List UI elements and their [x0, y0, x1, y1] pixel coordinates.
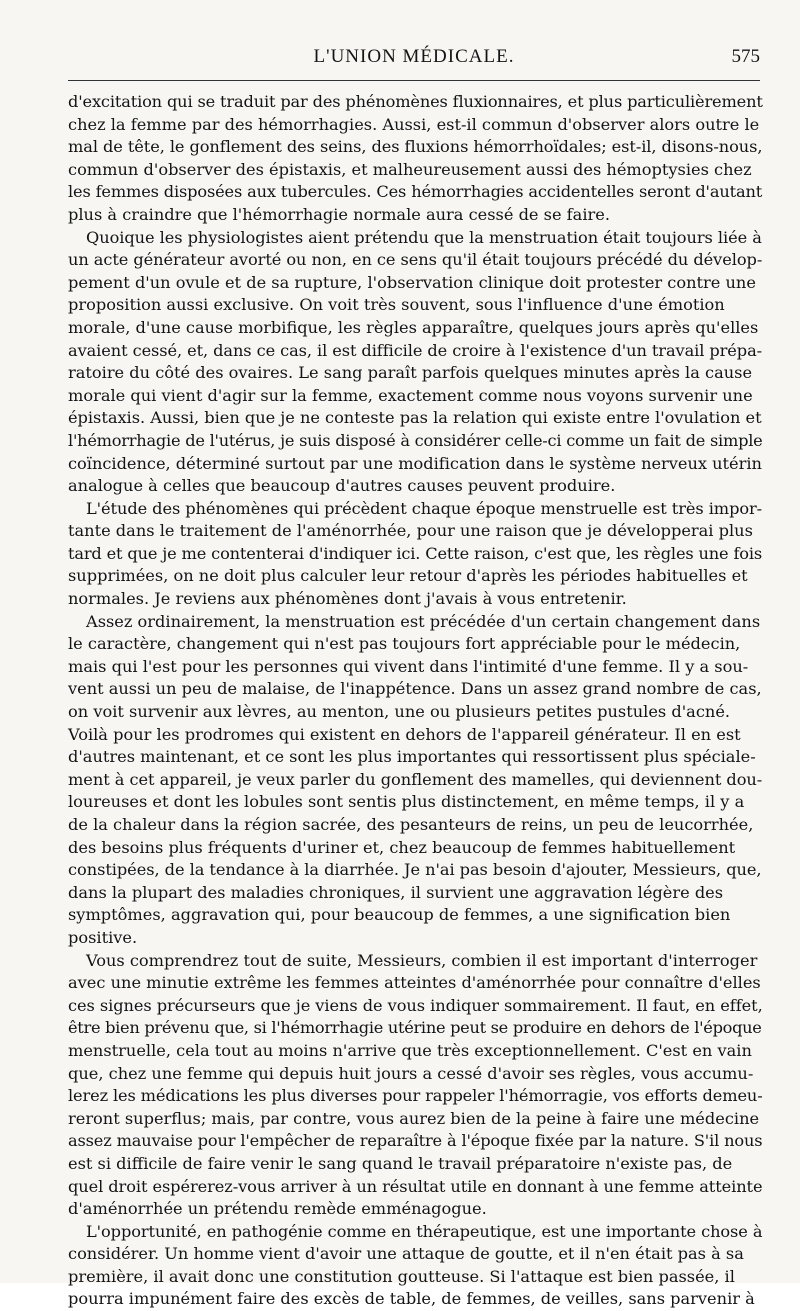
text-line: on voit survenir aux lèvres, au menton, une ou plusieurs petites pustules d'acné. [68, 702, 731, 722]
text-line: symptômes, aggravation qui, pour beaucoup de femmes, a une signification bien [68, 905, 731, 925]
text-line: Voilà pour les prodromes qui existent en dehors de l'appareil générateur. Il en est [68, 724, 741, 744]
text-line: les femmes disposées aux tubercules. Ces hémorrhagies accidentelles seront d'autant [68, 182, 763, 202]
text-line: pement d'un ovule et de sa rupture, l'observation clinique doit protester contre une [68, 272, 756, 292]
text-line: avec une minutie extrême les femmes atteintes d'aménorrhée pour connaître d'elles [68, 973, 761, 993]
text-line: dans la plupart des maladies chroniques, il survient une aggravation légère des [68, 882, 724, 902]
text-line: Vous comprendrez tout de suite, Messieurs, combien il est important d'interroger [86, 950, 758, 970]
text-line: coïncidence, déterminé surtout par une modification dans le système nerveux utérin [68, 453, 762, 473]
text-line: l'hémorrhagie de l'utérus, je suis disposé à considérer celle-ci comme un fait de simple [68, 430, 763, 450]
text-line: être bien prévenu que, si l'hémorrhagie utérine peut se produire en dehors de l'époque [68, 1018, 762, 1038]
text-line: loureuses et dont les lobules sont sentis plus distinctement, en même temps, il y a [68, 792, 745, 812]
text-line: menstruelle, cela tout au moins n'arrive que très exceptionnellement. C'est en vain [68, 1040, 752, 1060]
text-line: vent aussi un peu de malaise, de l'inappétence. Dans un assez grand nombre de cas, [68, 679, 762, 699]
text-line: ment à cet appareil, je veux parler du gonflement des mamelles, qui deviennent dou- [68, 769, 763, 789]
text-line: de la chaleur dans la région sacrée, des pesanteurs de reins, un peu de leucorrhée, [68, 815, 754, 834]
text-line: chez la femme par des hémorrhagies. Aussi, est-il commun d'observer alors outre le [68, 114, 760, 134]
text-line: morale qui vient d'agir sur la femme, exactement comme nous voyons survenir une [68, 385, 753, 405]
text-line: pourra impunément faire des excès de table, de femmes, de veilles, sans parvenir à [68, 1289, 755, 1309]
text-line: ces signes précurseurs que je viens de vous indiquer sommairement. Il faut, en effet, [68, 995, 763, 1015]
text-line: constipées, de la tendance à la diarrhée. Je n'ai pas besoin d'ajouter, Messieurs, que, [68, 860, 762, 880]
text-line: quel droit espérerez-vous arriver à un résultat utile en donnant à une femme atteinte [68, 1176, 763, 1196]
text-line: est si difficile de faire venir le sang quand le travail préparatoire n'existe pas, de [68, 1153, 733, 1173]
text-line: reront superflus; mais, par contre, vous aurez bien de la peine à faire une médecine [68, 1108, 760, 1128]
text-line: première, il avait donc une constitution goutteuse. Si l'attaque est bien passée, il [68, 1266, 735, 1286]
text-line: d'excitation qui se traduit par des phénomènes fluxionnaires, et plus particulièrement [68, 92, 763, 111]
body-text [68, 91, 762, 1311]
text-line: L'opportunité, en pathogénie comme en thérapeutique, est une importante chose à [86, 1221, 763, 1241]
text-line: épistaxis. Aussi, bien que je ne conteste pas la relation qui existe entre l'ovulation et [68, 408, 762, 428]
text-line: lerez les médications les plus diverses pour rappeler l'hémorragie, vos efforts demeu- [68, 1086, 763, 1106]
text-line: positive. [68, 927, 138, 947]
text-line: analogue à celles que beaucoup d'autres causes peuvent produire. [68, 476, 616, 496]
text-line: supprimées, on ne doit plus calculer leur retour d'après les périodes habituelles et [68, 566, 748, 586]
text-line: que, chez une femme qui depuis huit jours a cessé d'avoir ses règles, vous accumu- [68, 1063, 754, 1083]
text-line: avaient cessé, et, dans ce cas, il est difficile de croire à l'existence d'un travail prépa- [68, 340, 763, 360]
text-line: tard et que je me contenterai d'indiquer ici. Cette raison, c'est que, les règles une fois [68, 543, 763, 563]
text-line: morale, d'une cause morbifique, les règles apparaître, quelques jours après qu'elles [68, 317, 759, 337]
text-line: des besoins plus fréquents d'uriner et, chez beaucoup de femmes habituellement [68, 837, 736, 857]
text-line: tante dans le traitement de l'aménorrhée, pour une raison que je développerai plus [68, 521, 753, 541]
text-line: plus à craindre que l'hémorrhagie normale aura cessé de se faire. [68, 204, 610, 224]
text-line: Assez ordinairement, la menstruation est précédée d'un certain changement dans [86, 611, 761, 631]
text-line: considérer. Un homme vient d'avoir une attaque de goutte, et il n'en était pas à sa [68, 1244, 744, 1264]
text-line: mais qui l'est pour les personnes qui vivent dans l'intimité d'une femme. Il y a sou- [68, 656, 749, 676]
text-line: le caractère, changement qui n'est pas toujours fort appréciable pour le médecin, [68, 634, 741, 654]
page-number: 575 [731, 46, 760, 67]
journal-title: L'UNION MÉDICALE. [313, 46, 515, 67]
text-line: ratoire du côté des ovaires. Le sang paraît parfois quelques minutes après la cause [68, 363, 753, 383]
text-line: d'aménorrhée un prétendu remède emménagogue. [68, 1199, 487, 1219]
text-line: proposition aussi exclusive. On voit très souvent, sous l'influence d'une émotion [68, 295, 725, 315]
header-rule [68, 80, 760, 81]
text-line: un acte générateur avorté ou non, en ce sens qu'il était toujours précédé du dévelop- [68, 250, 763, 270]
text-line: Quoique les physiologistes aient prétendu que la menstruation était toujours liée à [86, 227, 762, 247]
text-line: d'autres maintenant, et ce sont les plus importantes qui ressortissent plus spéciale- [68, 747, 756, 767]
text-line: assez mauvaise pour l'empêcher de reparaître à l'époque fixée par la nature. S'il nous [68, 1131, 763, 1151]
running-head [68, 46, 760, 74]
text-line: commun d'observer des épistaxis, et malheureusement aussi des hémoptysies chez [68, 159, 752, 179]
text-line: normales. Je reviens aux phénomènes dont j'avais à vous entretenir. [68, 589, 627, 609]
text-line: mal de tête, le gonflement des seins, des fluxions hémorrhoïdales; est-il, disons-nous, [68, 137, 763, 157]
text-line: L'étude des phénomènes qui précèdent chaque époque menstruelle est très impor- [86, 498, 763, 518]
